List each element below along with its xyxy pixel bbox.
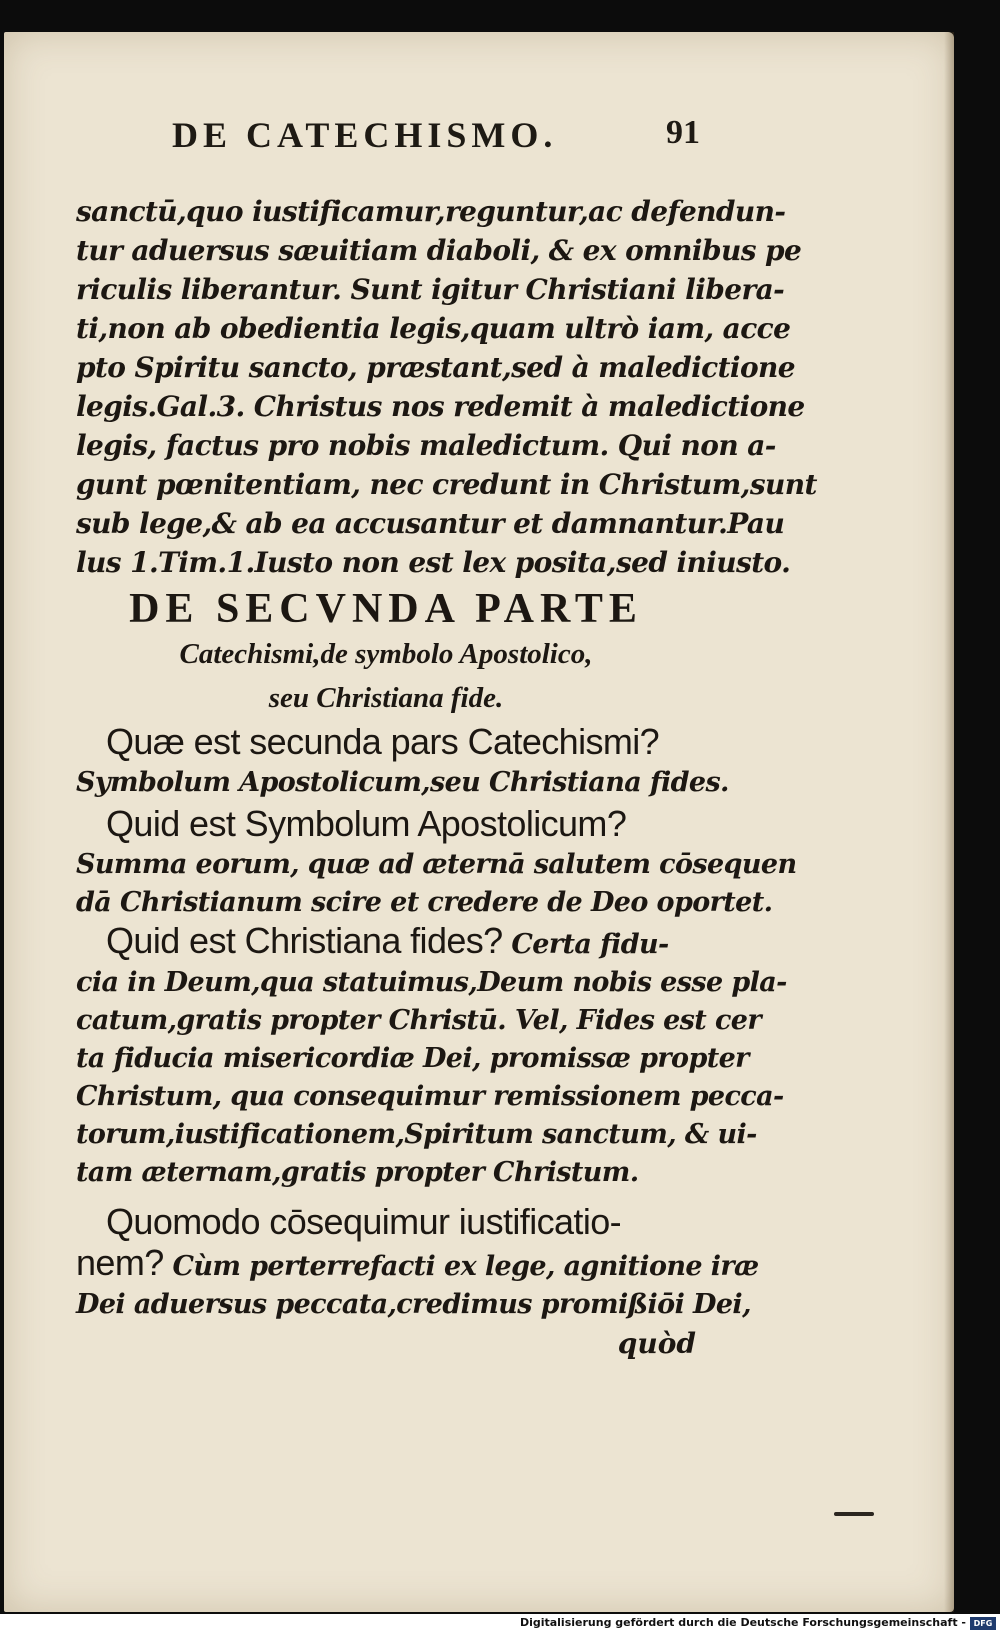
page-body: [76, 192, 817, 1364]
text-line: riculis liberantur. Sunt igitur Christiani libera-: [76, 273, 785, 306]
answer-line: Dei aduersus peccata,credimus promißiōi Dei,: [76, 1289, 751, 1320]
text-line: ti,non ab obedientia legis,quam ultrò iam, acce: [76, 312, 791, 345]
question-with-answer: [76, 922, 696, 964]
book-page: [4, 32, 954, 1612]
funding-credit: Digitalisierung gefördert durch die Deutsche Forschungsgemeinschaft -: [519, 1616, 966, 1629]
page-header: [172, 114, 700, 164]
section-subtitle: Catechismi,de symbolo Apostolico,: [179, 638, 593, 670]
text-line: legis.Gal.3. Christus nos redemit à maledictione: [76, 390, 805, 423]
text-line: tur aduersus sæuitiam diaboli, & ex omnibus pe: [76, 234, 802, 267]
page-number: 91: [666, 114, 700, 151]
ink-mark: [834, 1512, 874, 1516]
text-line: sub lege,& ab ea accusantur et damnantur.Pau: [76, 507, 785, 540]
dfg-logo: DFG: [970, 1617, 996, 1630]
text-line: pto Spiritu sancto, præstant,sed à maledictione: [76, 351, 796, 384]
answer-line: dā Christianum scire et credere de Deo oportet.: [76, 887, 773, 918]
answer-line: Cùm perterrefacti ex lege, agnitione iræ: [172, 1251, 759, 1282]
answer-line: torum,iustificationem,Spiritum sanctum, & ui-: [76, 1119, 757, 1150]
text-line: sanctū,quo iustificamur,reguntur,ac defendun-: [76, 195, 786, 228]
answer-line: Certa fidu-: [511, 929, 669, 960]
answer-line: catum,gratis propter Christū. Vel, Fides est cer: [76, 1005, 761, 1036]
question: Quid est Christiana fides?: [106, 920, 503, 961]
catchword: quòd: [617, 1327, 696, 1360]
text-line: gunt pœnitentiam, nec credunt in Christum,sunt: [76, 468, 817, 501]
section-subtitle: seu Christiana fide.: [268, 682, 504, 714]
answer-line: Symbolum Apostolicum,seu Christiana fides.: [76, 767, 729, 798]
question: nem?: [76, 1242, 164, 1283]
answer-line: ta fiducia misericordiæ Dei, promissæ propter: [76, 1043, 749, 1074]
section-title: DE SECVNDA PARTE: [129, 586, 643, 632]
question-with-answer: [76, 1242, 759, 1286]
spacer: [76, 1192, 696, 1200]
question: Quid est Symbolum Apostolicum?: [106, 803, 627, 844]
answer-line: tam æternam,gratis propter Christum.: [76, 1157, 639, 1188]
text-line: lus 1.Tim.1.Iusto non est lex posita,sed iniusto.: [76, 546, 791, 579]
running-head: DE CATECHISMO.: [172, 115, 558, 155]
answer-line: cia in Deum,qua statuimus,Deum nobis esse pla-: [76, 967, 787, 998]
page-edge-shadow: [944, 32, 954, 1612]
text-line: legis, factus pro nobis maledictum. Qui non a-: [76, 429, 776, 462]
question: Quæ est secunda pars Catechismi?: [106, 721, 660, 762]
footer-bar: [0, 1614, 1000, 1634]
answer-line: Christum, qua consequimur remissionem pecca-: [76, 1081, 784, 1112]
question: Quomodo cōsequimur iustificatio-: [106, 1201, 622, 1242]
answer-line: Summa eorum, quæ ad æternā salutem cōsequen: [76, 849, 797, 880]
